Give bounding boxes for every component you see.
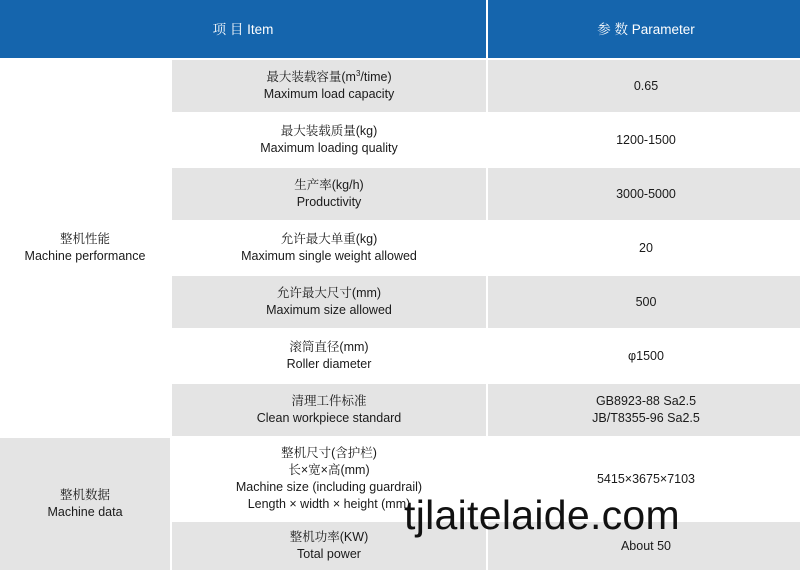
row-value: 5415×3675×7103 — [596, 471, 696, 486]
row-label-en: Total power — [297, 547, 361, 561]
row-label-cn: 长×宽×高(mm) — [288, 463, 370, 477]
row-value: 0.65 — [633, 78, 659, 93]
row-label-cn: 整机功率(KW) — [289, 530, 369, 544]
row-value: 20 — [639, 240, 653, 255]
row-label-max-size — [172, 276, 486, 328]
row-value-clean-standard — [488, 384, 800, 436]
header-parameter-label: 参 数 Parameter — [597, 21, 695, 37]
row-value: 500 — [635, 294, 657, 309]
header-parameter — [488, 0, 800, 58]
row-label-roller-diameter — [172, 330, 486, 382]
row-label-cn: 清理工件标准 — [291, 394, 367, 408]
row-value-max-size — [488, 276, 800, 328]
row-value-max-load-capacity — [488, 60, 800, 112]
row-label-en: Maximum single weight allowed — [241, 249, 417, 263]
group-label-en: Machine data — [47, 505, 123, 519]
row-label-cn: 滚筒直径(mm) — [289, 340, 369, 354]
row-label-en: Maximum load capacity — [263, 87, 395, 101]
row-label-clean-standard — [172, 384, 486, 436]
row-value: φ1500 — [628, 348, 664, 363]
row-label-en: Clean workpiece standard — [256, 411, 402, 425]
row-label-en: Machine size (including guardrail) — [235, 480, 423, 494]
row-label-max-single-weight — [172, 222, 486, 274]
header-item — [0, 0, 486, 58]
row-value-max-single-weight — [488, 222, 800, 274]
watermark-text: tjlaitelaide.com — [404, 492, 680, 538]
group-label-en: Machine performance — [24, 249, 146, 263]
row-label-en: Maximum size allowed — [266, 303, 392, 317]
row-label-en: Maximum loading quality — [260, 141, 398, 155]
group-machine-data — [0, 438, 170, 570]
row-value: 1200-1500 — [616, 132, 676, 147]
row-label-cn: 最大装载容量$(m^3/time)$ — [266, 68, 392, 84]
row-label-en: Roller diameter — [286, 357, 372, 371]
row-value-productivity — [488, 168, 800, 220]
row-label-en: Productivity — [296, 195, 362, 209]
row-label-en: Length × width × height (mm) — [247, 497, 411, 511]
row-value-max-loading-quality — [488, 114, 800, 166]
row-label-cn: 生产率(kg/h) — [294, 178, 364, 192]
row-label-productivity — [172, 168, 486, 220]
row-value: 3000-5000 — [616, 186, 676, 201]
row-value-roller-diameter — [488, 330, 800, 382]
group-label-cn: 整机性能 — [59, 232, 110, 246]
group-machine-performance — [0, 60, 170, 436]
row-label-cn: 允许最大单重(kg) — [280, 232, 378, 246]
header-item-label: 项 目 Item — [212, 21, 274, 37]
row-value: About 50 — [620, 538, 672, 553]
row-label-cn: 允许最大尺寸(mm) — [276, 286, 382, 300]
group-label-cn: 整机数据 — [59, 488, 110, 502]
row-label-cn: 整机尺寸(含护栏) — [281, 446, 377, 460]
row-label-max-loading-quality — [172, 114, 486, 166]
row-value: GB8923-88 Sa2.5 — [595, 394, 697, 408]
row-label-max-load-capacity — [172, 60, 486, 112]
row-label-cn: 最大装载质量(kg) — [280, 124, 378, 138]
row-value: JB/T8355-96 Sa2.5 — [592, 411, 700, 425]
